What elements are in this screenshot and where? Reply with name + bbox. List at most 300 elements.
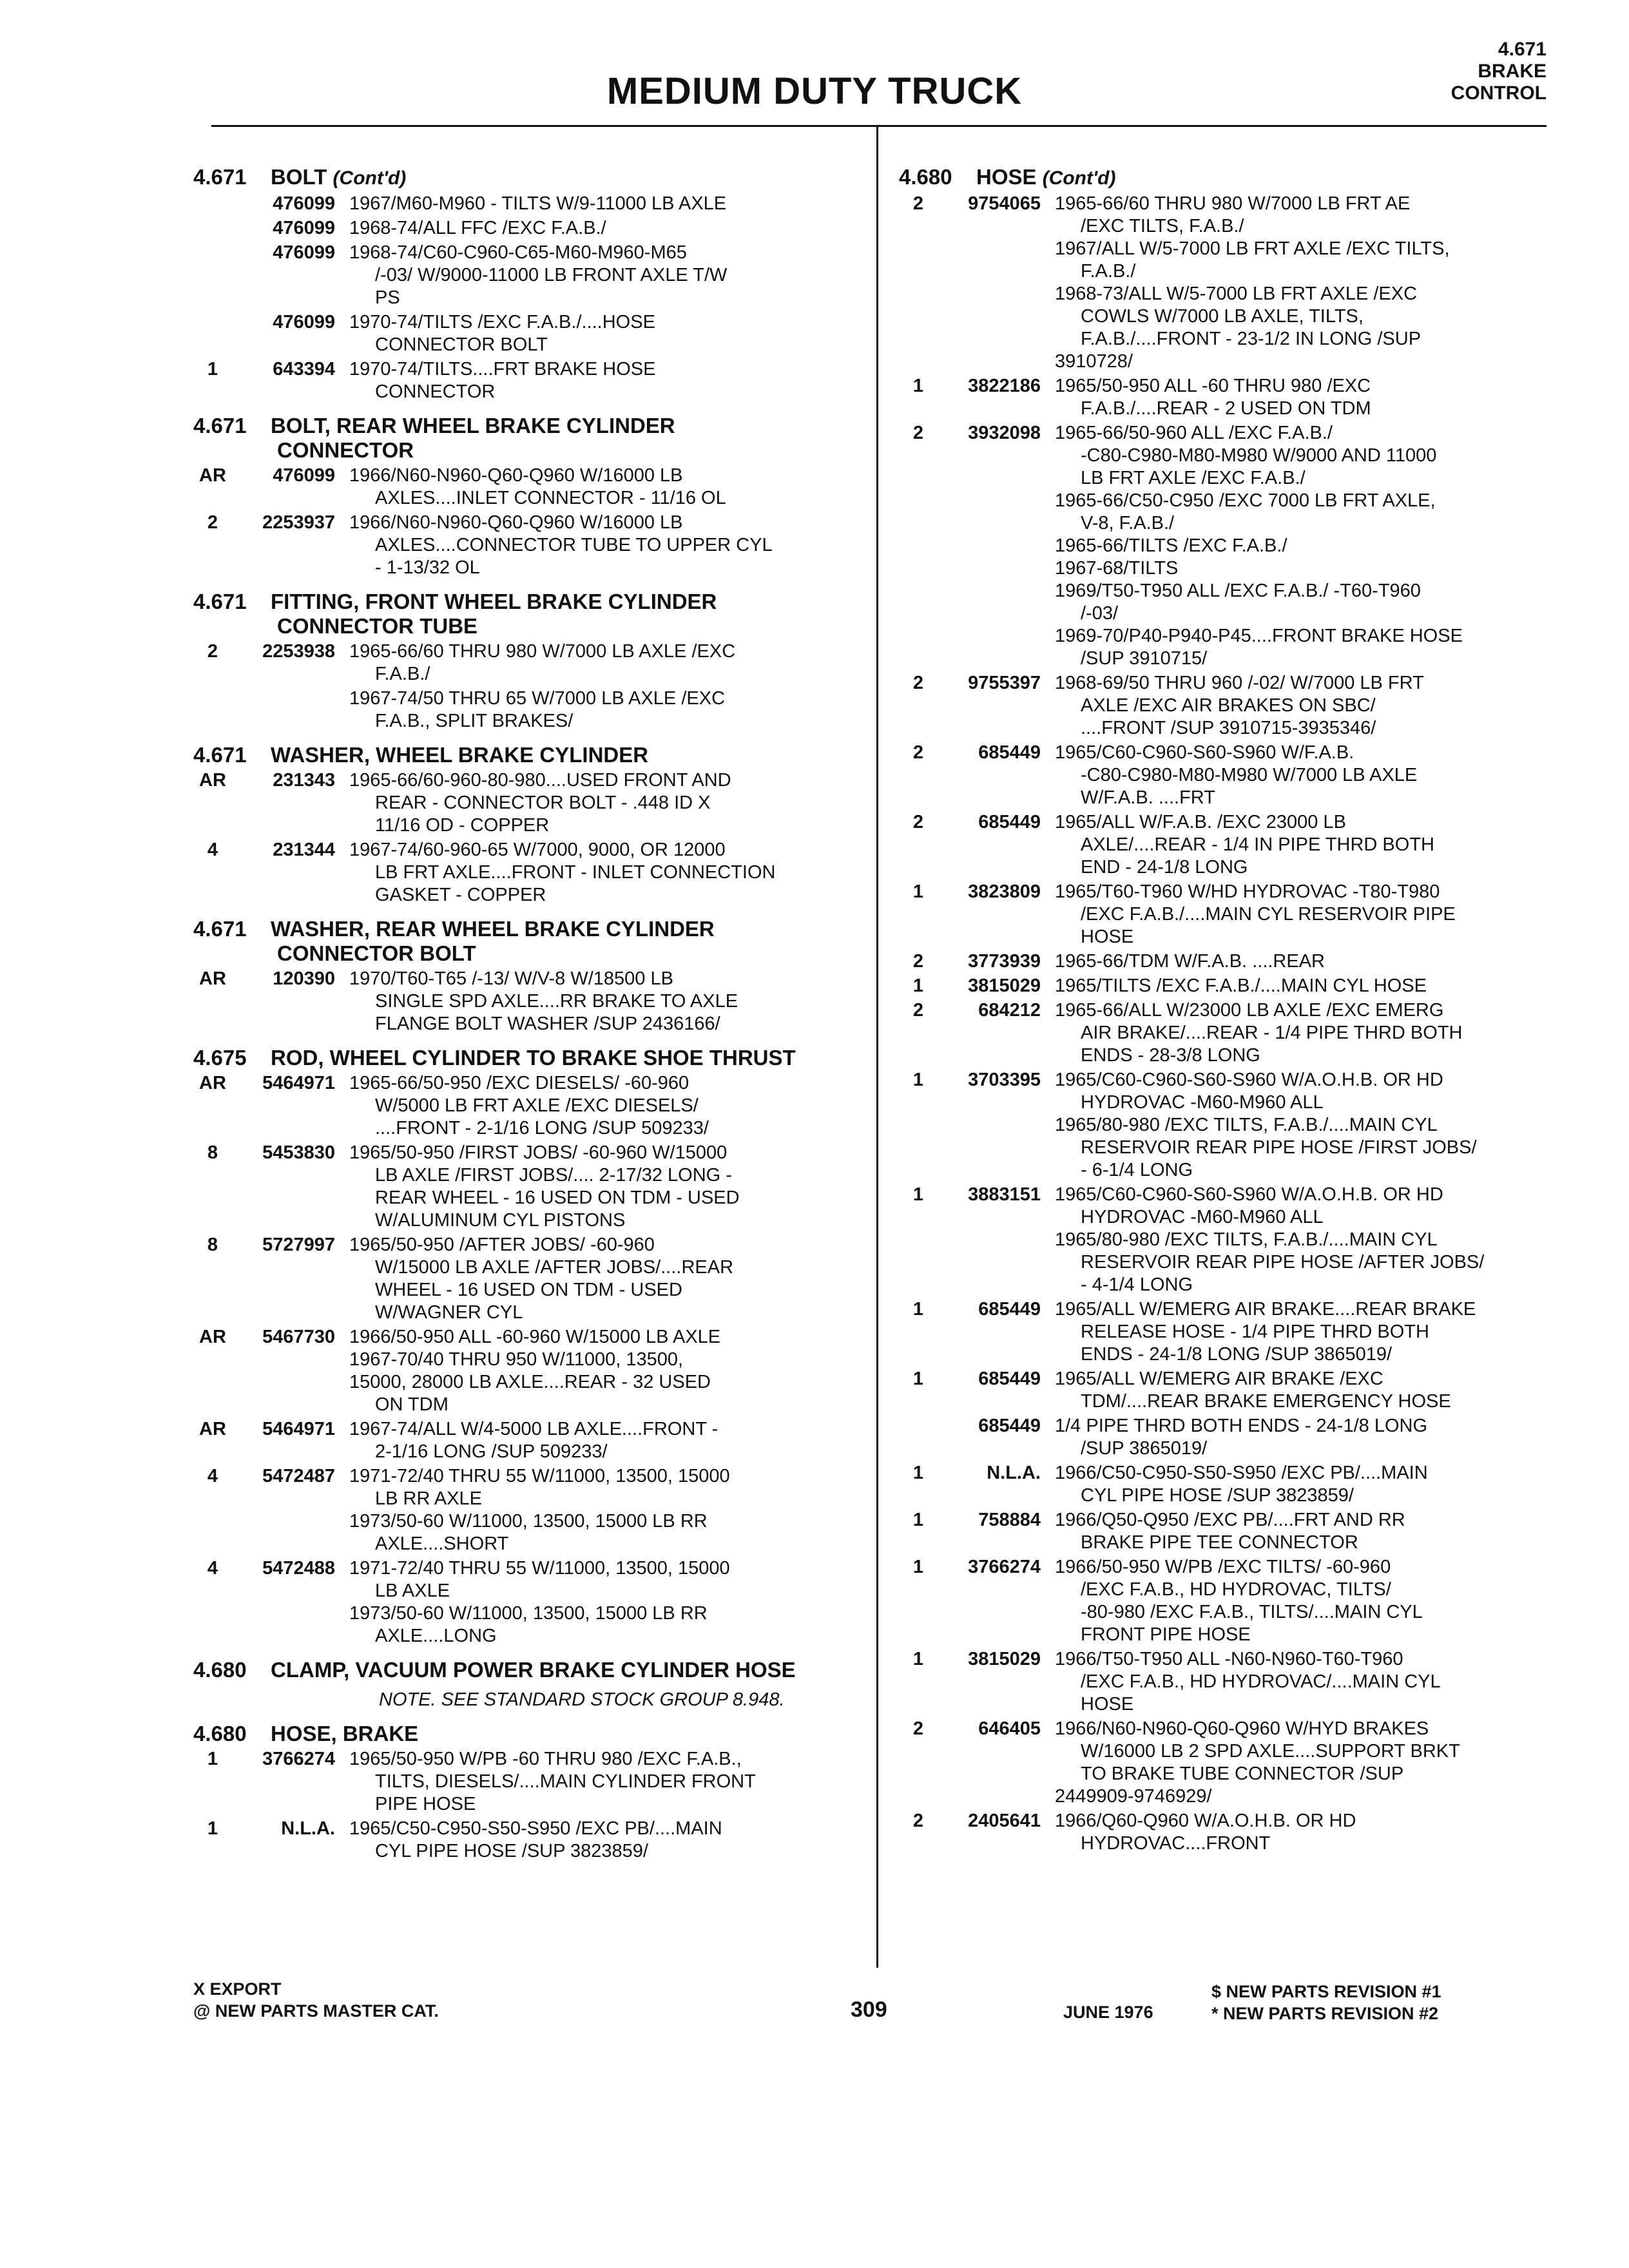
description-line: 1966/N60-N960-Q60-Q960 W/16000 LB [349, 512, 683, 533]
description-line: 2-1/16 LONG /SUP 509233/ [375, 1441, 608, 1462]
description [349, 1465, 863, 1555]
description [1055, 1415, 1569, 1460]
description-line: 1968-69/50 THRU 960 /-02/ W/7000 LB FRT [1055, 673, 1424, 693]
description-line: 1969-70/P40-P940-P45....FRONT BRAKE HOSE [1055, 626, 1463, 646]
quantity: 1 [912, 1184, 924, 1205]
description-line: 1965/C50-C950-S50-S950 /EXC PB/....MAIN [349, 1818, 722, 1839]
description-line: V-8, F.A.B./ [1081, 513, 1175, 533]
description-line: 11/16 OD - COPPER [375, 815, 550, 836]
description-line: SINGLE SPD AXLE....RR BRAKE TO AXLE [375, 991, 738, 1012]
description-line: LB RR AXLE [375, 1488, 483, 1509]
quantity: 1 [207, 359, 218, 380]
description-line: HOSE [1081, 927, 1134, 947]
part-entry [193, 358, 863, 403]
description [1055, 1184, 1569, 1296]
description-line: 1/4 PIPE THRD BOTH ENDS - 24-1/8 LONG [1055, 1416, 1428, 1436]
part-number: 685449 [978, 812, 1041, 832]
description-line: 1965-66/60 THRU 980 W/7000 LB AXLE /EXC [349, 641, 736, 662]
description-line: ....FRONT - 2-1/16 LONG /SUP 509233/ [375, 1118, 709, 1139]
part-entry [193, 1465, 863, 1555]
description-line: TDM/....REAR BRAKE EMERGENCY HOSE [1081, 1391, 1451, 1412]
quantity: 1 [912, 881, 924, 902]
quantity: 2 [912, 951, 924, 972]
part-number: 646405 [978, 1718, 1041, 1739]
part-number: 5467730 [262, 1327, 335, 1347]
description-line: REAR - CONNECTOR BOLT - .448 ID X [375, 793, 711, 813]
description-line: CONNECTOR BOLT [375, 334, 548, 355]
description [1055, 1368, 1569, 1413]
section-title: CLAMP, VACUUM POWER BRAKE CYLINDER HOSE [271, 1658, 796, 1682]
part-entry [899, 422, 1569, 670]
description-line: 1966/50-950 ALL -60-960 W/15000 LB AXLE [349, 1327, 721, 1347]
description [349, 193, 863, 215]
description [349, 1142, 863, 1232]
footer-rev1: $ NEW PARTS REVISION #1 [1211, 1982, 1441, 2001]
footer-date: JUNE 1976 [1063, 2003, 1153, 2022]
header-rule [211, 125, 1547, 127]
description-line: 1965/ALL W/EMERG AIR BRAKE....REAR BRAKE [1055, 1299, 1476, 1320]
description-line: LB AXLE [375, 1581, 450, 1601]
description-line: 1968-73/ALL W/5-7000 LB FRT AXLE /EXC [1055, 284, 1418, 304]
part-number: 3823809 [968, 881, 1041, 902]
part-entry [193, 1072, 863, 1140]
part-entry [899, 375, 1569, 420]
section-title: WASHER, WHEEL BRAKE CYLINDER [271, 743, 649, 767]
description [349, 512, 863, 579]
section-title: HOSE [976, 165, 1037, 189]
section-heading [193, 1722, 863, 1746]
section-number: 4.671 [193, 414, 247, 437]
description-line: 1966/Q60-Q960 W/A.O.H.B. OR HD [1055, 1811, 1356, 1831]
part-number: 9755397 [968, 673, 1041, 693]
description [349, 640, 863, 686]
section-number: 4.680 [899, 165, 952, 189]
quantity: 2 [912, 1718, 924, 1739]
quantity: 2 [912, 812, 924, 832]
part-entry [899, 1368, 1569, 1413]
description-line: F.A.B., SPLIT BRAKES/ [375, 711, 574, 731]
description-line: 1966/N60-N960-Q60-Q960 W/HYD BRAKES [1055, 1718, 1429, 1739]
description-line: 1973/50-60 W/11000, 13500, 15000 LB RR [349, 1603, 708, 1624]
description [349, 968, 863, 1035]
part-number: 5464971 [262, 1419, 335, 1439]
quantity: 1 [912, 1369, 924, 1389]
description-line: F.A.B./....REAR - 2 USED ON TDM [1081, 398, 1371, 419]
description-line: 1965/50-950 /FIRST JOBS/ -60-960 W/15000 [349, 1142, 728, 1163]
part-entry [899, 1415, 1569, 1460]
description [1055, 881, 1569, 948]
description [349, 1326, 863, 1416]
part-number: 5727997 [262, 1235, 335, 1255]
description-line: F.A.B./ [1081, 261, 1136, 282]
description-line: -C80-C980-M80-M980 W/7000 LB AXLE [1081, 765, 1418, 785]
footer-master-cat: @ NEW PARTS MASTER CAT. [193, 2001, 439, 2021]
description-line: /-03/ W/9000-11000 LB FRONT AXLE T/W [375, 265, 728, 285]
section-title: BOLT [271, 165, 327, 189]
description-line: 1970-74/TILTS....FRT BRAKE HOSE [349, 359, 656, 380]
part-entry [193, 217, 863, 240]
part-entry [899, 742, 1569, 809]
quantity: 4 [207, 840, 218, 860]
quantity: 4 [207, 1466, 218, 1486]
description-line: - 1-13/32 OL [375, 557, 480, 578]
description-line: 1967-74/50 THRU 65 W/7000 LB AXLE /EXC [349, 688, 726, 709]
description-line: 1965-66/50-950 /EXC DIESELS/ -60-960 [349, 1073, 689, 1093]
section-heading [193, 590, 863, 639]
description-line: 1967/ALL W/5-7000 LB FRT AXLE /EXC TILTS, [1055, 238, 1450, 259]
description-line: HOSE [1081, 1694, 1134, 1715]
description [1055, 193, 1569, 373]
section-title: FITTING, FRONT WHEEL BRAKE CYLINDER [271, 590, 717, 613]
part-number: 3703395 [968, 1070, 1041, 1090]
part-entry [899, 975, 1569, 997]
part-entry [193, 311, 863, 356]
description [349, 242, 863, 309]
quantity: 2 [912, 193, 924, 214]
section-heading [193, 1046, 863, 1070]
description-line: F.A.B./ [375, 664, 430, 684]
section-heading [193, 917, 863, 966]
part-entry [899, 999, 1569, 1067]
description-line: W/F.A.B. ....FRT [1081, 787, 1215, 808]
part-entry [193, 687, 863, 733]
quantity: 1 [912, 975, 924, 996]
section-title: HOSE, BRAKE [271, 1722, 419, 1745]
description-line: 1965-66/50-960 ALL /EXC F.A.B./ [1055, 423, 1333, 443]
quantity: 1 [912, 1463, 924, 1483]
part-number: 120390 [273, 968, 335, 989]
footer-legend-right [1211, 1981, 1441, 2024]
quantity [193, 217, 232, 240]
part-number: 3773939 [968, 951, 1041, 972]
quantity: AR [199, 770, 226, 791]
description [1055, 672, 1569, 740]
description-line: RELEASE HOSE - 1/4 PIPE THRD BOTH [1081, 1321, 1429, 1342]
section-title: BOLT, REAR WHEEL BRAKE CYLINDER [271, 414, 675, 437]
part-number: 3766274 [968, 1557, 1041, 1577]
part-number: 684212 [978, 1000, 1041, 1021]
page-number: 309 [851, 1997, 887, 2022]
note-text: NOTE. SEE STANDARD STOCK GROUP 8.948. [379, 1689, 785, 1710]
part-number: 476099 [273, 218, 335, 238]
description [1055, 742, 1569, 809]
part-number: 5472488 [262, 1558, 335, 1579]
description [1055, 975, 1569, 997]
description-line: 1967-70/40 THRU 950 W/11000, 13500, [349, 1349, 684, 1370]
description-line: TILTS, DIESELS/....MAIN CYLINDER FRONT [375, 1771, 756, 1792]
description [1055, 1462, 1569, 1507]
quantity: AR [199, 968, 226, 989]
description-line: 1965/ALL W/F.A.B. /EXC 23000 LB [1055, 812, 1346, 832]
description-line: 1971-72/40 THRU 55 W/11000, 13500, 15000 [349, 1558, 730, 1579]
part-entry [193, 1418, 863, 1463]
part-number: N.L.A. [987, 1463, 1041, 1483]
section-number: 4.675 [193, 1046, 247, 1070]
description-line: RESERVOIR REAR PIPE HOSE /FIRST JOBS/ [1081, 1137, 1477, 1158]
description-line: 2449909-9746929/ [1055, 1786, 1212, 1807]
description-line: 1965/50-950 /AFTER JOBS/ -60-960 [349, 1235, 655, 1255]
part-entry [193, 1818, 863, 1863]
description [1055, 999, 1569, 1067]
part-entry [899, 1462, 1569, 1507]
description-line: 1970-74/TILTS /EXC F.A.B./....HOSE [349, 312, 655, 332]
part-number: 685449 [978, 1416, 1041, 1436]
description-line: WHEEL - 16 USED ON TDM - USED [375, 1280, 682, 1300]
column-divider [876, 125, 878, 1968]
part-entry [193, 1326, 863, 1416]
quantity: 1 [912, 1070, 924, 1090]
description [349, 358, 863, 403]
description-line: /EXC F.A.B., HD HYDROVAC, TILTS/ [1081, 1579, 1391, 1600]
description [1055, 1648, 1569, 1716]
footer-export: X EXPORT [193, 1979, 282, 1999]
part-number: 5472487 [262, 1466, 335, 1486]
description-line: /EXC F.A.B., HD HYDROVAC/....MAIN CYL [1081, 1671, 1441, 1692]
description [1055, 1556, 1569, 1646]
quantity: AR [199, 1327, 226, 1347]
description-line: 1965-66/TILTS /EXC F.A.B./ [1055, 535, 1287, 556]
part-number: 9754065 [968, 193, 1041, 214]
description [349, 1072, 863, 1140]
header-category-2: CONTROL [1451, 82, 1547, 104]
quantity: 4 [207, 1558, 218, 1579]
description-line: AXLE....LONG [375, 1626, 497, 1646]
part-entry [899, 193, 1569, 373]
quantity: 1 [912, 1557, 924, 1577]
description-line: - 6-1/4 LONG [1081, 1160, 1193, 1180]
description-line: W/16000 LB 2 SPD AXLE....SUPPORT BRKT [1081, 1741, 1460, 1762]
description-line: 1969/T50-T950 ALL /EXC F.A.B./ -T60-T960 [1055, 581, 1421, 601]
quantity: 2 [912, 1000, 924, 1021]
part-number: 476099 [273, 312, 335, 332]
section-heading [193, 1658, 863, 1682]
part-entry [899, 811, 1569, 879]
part-number: 685449 [978, 1369, 1041, 1389]
description-line: 1965/ALL W/EMERG AIR BRAKE /EXC [1055, 1369, 1383, 1389]
part-entry [193, 769, 863, 837]
description-line: ....FRONT /SUP 3910715-3935346/ [1081, 718, 1376, 738]
section-title: ROD, WHEEL CYLINDER TO BRAKE SHOE THRUST [271, 1046, 796, 1070]
right-column [899, 155, 1569, 1855]
part-entry [193, 1748, 863, 1816]
description-line: /SUP 3865019/ [1081, 1438, 1208, 1459]
description-line: 1965-66/C50-C950 /EXC 7000 LB FRT AXLE, [1055, 490, 1436, 511]
description-line: AXLE /EXC AIR BRAKES ON SBC/ [1081, 695, 1376, 716]
description-line: LB AXLE /FIRST JOBS/.... 2-17/32 LONG - [375, 1165, 732, 1186]
part-entry [899, 1648, 1569, 1716]
description-line: /EXC F.A.B./....MAIN CYL RESERVOIR PIPE [1081, 904, 1456, 925]
description-line: 15000, 28000 LB AXLE....REAR - 32 USED [349, 1372, 711, 1392]
description-line: 1967-74/ALL W/4-5000 LB AXLE....FRONT - [349, 1419, 718, 1439]
quantity: 8 [207, 1142, 218, 1163]
section-number: 4.671 [193, 590, 247, 613]
description-line: 1965-66/ALL W/23000 LB AXLE /EXC EMERG [1055, 1000, 1444, 1021]
description-line: /EXC TILTS, F.A.B./ [1081, 216, 1244, 236]
description-line: - 4-1/4 LONG [1081, 1274, 1193, 1295]
description [349, 1418, 863, 1463]
part-number: 2253937 [262, 512, 335, 533]
part-number: 231344 [273, 840, 335, 860]
part-number: 231343 [273, 770, 335, 791]
description-line: AXLES....CONNECTOR TUBE TO UPPER CYL [375, 535, 773, 555]
quantity: AR [199, 1419, 226, 1439]
part-number: 3815029 [968, 1649, 1041, 1669]
quantity: 1 [207, 1818, 218, 1839]
description [1055, 1718, 1569, 1808]
part-number: 3883151 [968, 1184, 1041, 1205]
description [1055, 1298, 1569, 1366]
part-entry [193, 193, 863, 215]
description-line: 1967-74/60-960-65 W/7000, 9000, OR 12000 [349, 840, 726, 860]
description-line: CYL PIPE HOSE /SUP 3823859/ [375, 1841, 648, 1861]
part-entry [899, 881, 1569, 948]
part-number: N.L.A. [281, 1818, 335, 1839]
section-heading [193, 743, 863, 767]
description-line: 1965/T60-T960 W/HD HYDROVAC -T80-T980 [1055, 881, 1440, 902]
description-line: AXLE....SHORT [375, 1533, 509, 1554]
section-title-line2: CONNECTOR BOLT [277, 941, 476, 965]
part-entry [193, 242, 863, 309]
description-line: REAR WHEEL - 16 USED ON TDM - USED [375, 1187, 740, 1208]
quantity: 1 [912, 376, 924, 396]
description [349, 769, 863, 837]
description [1055, 1810, 1569, 1855]
page-title: MEDIUM DUTY TRUCK [606, 70, 1023, 112]
description-line: AIR BRAKE/....REAR - 1/4 PIPE THRD BOTH [1081, 1023, 1463, 1043]
description-line: W/WAGNER CYL [375, 1302, 523, 1323]
footer-rev2: * NEW PARTS REVISION #2 [1211, 2004, 1439, 2023]
quantity [193, 687, 232, 733]
description-line: HYDROVAC....FRONT [1081, 1833, 1271, 1854]
part-entry [193, 465, 863, 510]
description [349, 465, 863, 510]
description-line: END - 24-1/8 LONG [1081, 857, 1248, 878]
part-number: 3815029 [968, 975, 1041, 996]
header-category-1: BRAKE [1478, 61, 1547, 82]
description-line: 1965/C60-C960-S60-S960 W/A.O.H.B. OR HD [1055, 1070, 1443, 1090]
description-line: 1965/50-950 ALL -60 THRU 980 /EXC [1055, 376, 1371, 396]
header-section-number: 4.671 [1498, 39, 1547, 60]
part-entry [193, 839, 863, 907]
section-continued: (Cont'd) [333, 168, 407, 189]
part-number: 3822186 [968, 376, 1041, 396]
section-title: WASHER, REAR WHEEL BRAKE CYLINDER [271, 917, 715, 941]
description-line: FLANGE BOLT WASHER /SUP 2436166/ [375, 1014, 720, 1034]
part-entry [899, 950, 1569, 973]
part-number: 643394 [273, 359, 335, 380]
section-heading [193, 165, 863, 191]
section-number: 4.671 [193, 165, 247, 189]
description [1055, 422, 1569, 670]
description-line: 1965-66/TDM W/F.A.B. ....REAR [1055, 951, 1325, 972]
part-entry [899, 1556, 1569, 1646]
description-line: BRAKE PIPE TEE CONNECTOR [1081, 1532, 1358, 1553]
quantity: 1 [912, 1649, 924, 1669]
part-entry [899, 1810, 1569, 1855]
quantity [193, 193, 232, 215]
description-line: 1966/T50-T950 ALL -N60-N960-T60-T960 [1055, 1649, 1403, 1669]
description-line: -80-980 /EXC F.A.B., TILTS/....MAIN CYL [1081, 1602, 1423, 1622]
quantity: 1 [912, 1299, 924, 1320]
description-line: 1966/Q50-Q950 /EXC PB/....FRT AND RR [1055, 1510, 1405, 1530]
part-number: 3932098 [968, 423, 1041, 443]
left-column [193, 155, 863, 1863]
description [1055, 1509, 1569, 1554]
part-entry [899, 1184, 1569, 1296]
part-entry [899, 1298, 1569, 1366]
description-line: HYDROVAC -M60-M960 ALL [1081, 1092, 1324, 1113]
part-number: 685449 [978, 1299, 1041, 1320]
section-title-line2: CONNECTOR [277, 438, 414, 462]
quantity: AR [199, 465, 226, 486]
description-line: ON TDM [375, 1394, 448, 1415]
description-line: TO BRAKE TUBE CONNECTOR /SUP [1081, 1763, 1404, 1784]
section-number: 4.671 [193, 917, 247, 941]
description-line: 1966/C50-C950-S50-S950 /EXC PB/....MAIN [1055, 1463, 1428, 1483]
description-line: 1967-68/TILTS [1055, 558, 1179, 579]
quantity: 2 [207, 641, 218, 662]
description [349, 311, 863, 356]
quantity: 1 [912, 1510, 924, 1530]
section-title-line2: CONNECTOR TUBE [277, 614, 478, 638]
quantity [193, 242, 232, 309]
description-line: 1966/N60-N960-Q60-Q960 W/16000 LB [349, 465, 683, 486]
part-number: 5464971 [262, 1073, 335, 1093]
part-entry [193, 1142, 863, 1232]
part-number: 758884 [978, 1510, 1041, 1530]
part-number: 685449 [978, 742, 1041, 763]
description-line: -C80-C980-M80-M980 W/9000 AND 11000 [1081, 445, 1437, 466]
description-line: /SUP 3910715/ [1081, 648, 1208, 669]
description-line: 1973/50-60 W/11000, 13500, 15000 LB RR [349, 1511, 708, 1532]
description-line: 1965/50-950 W/PB -60 THRU 980 /EXC F.A.B., [349, 1749, 742, 1769]
quantity: 2 [912, 742, 924, 763]
description-line: HYDROVAC -M60-M960 ALL [1081, 1207, 1324, 1227]
section-number: 4.680 [193, 1658, 247, 1682]
description-line: COWLS W/7000 LB AXLE, TILTS, [1081, 306, 1364, 327]
description-line: CYL PIPE HOSE /SUP 3823859/ [1081, 1485, 1354, 1506]
part-entry [193, 1557, 863, 1648]
description [349, 687, 863, 733]
description-line: 1965/C60-C960-S60-S960 W/F.A.B. [1055, 742, 1354, 763]
part-entry [193, 640, 863, 686]
description-line: 1971-72/40 THRU 55 W/11000, 13500, 15000 [349, 1466, 730, 1486]
description-line: CONNECTOR [375, 381, 496, 402]
description [349, 217, 863, 240]
description-line: 1968-74/ALL FFC /EXC F.A.B./ [349, 218, 606, 238]
description-line: W/15000 LB AXLE /AFTER JOBS/....REAR [375, 1257, 734, 1278]
part-entry [899, 672, 1569, 740]
description-line: LB FRT AXLE....FRONT - INLET CONNECTION [375, 862, 776, 883]
description-line: ENDS - 28-3/8 LONG [1081, 1045, 1260, 1066]
description [1055, 1069, 1569, 1182]
part-entry [899, 1509, 1569, 1554]
section-continued: (Cont'd) [1042, 168, 1116, 189]
quantity: 2 [912, 673, 924, 693]
part-number: 5453830 [262, 1142, 335, 1163]
part-number: 2253938 [262, 641, 335, 662]
part-number [232, 687, 349, 733]
quantity: 8 [207, 1235, 218, 1255]
quantity: 1 [207, 1749, 218, 1769]
part-entry [193, 968, 863, 1035]
description-line: RESERVOIR REAR PIPE HOSE /AFTER JOBS/ [1081, 1252, 1485, 1273]
description-line: 1965-66/60-960-80-980....USED FRONT AND [349, 770, 731, 791]
part-number: 476099 [273, 242, 335, 263]
part-number: 476099 [273, 193, 335, 214]
description-line: 1965/80-980 /EXC TILTS, F.A.B./....MAIN CYL [1055, 1115, 1438, 1135]
part-entry [899, 1718, 1569, 1808]
